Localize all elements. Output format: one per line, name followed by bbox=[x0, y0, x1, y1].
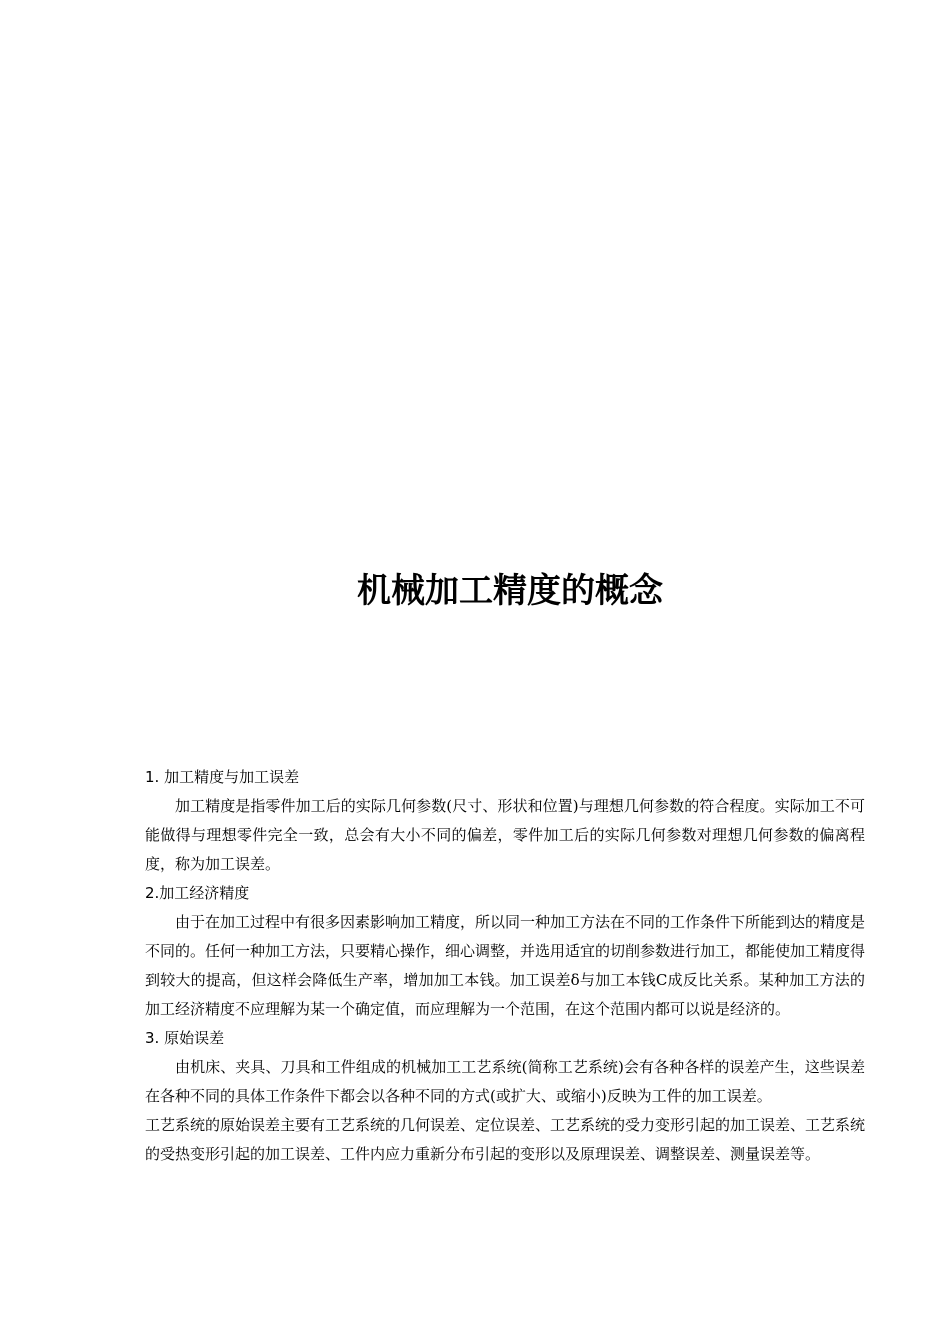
section-1-paragraph-1: 加工精度是指零件加工后的实际几何参数(尺寸、形状和位置)与理想几何参数的符合程度。实际加工不可能做得与理想零件完全一致，总会有大小不同的偏差，零件加工后的实际几何参数对理想几何参数的偏离程度，称为加工误差。 bbox=[145, 797, 865, 873]
section-heading-2: 2.加工经济精度 bbox=[145, 884, 250, 902]
section-3-paragraph-1: 由机床、夹具、刀具和工件组成的机械加工工艺系统(简称工艺系统)会有各种各样的误差产生，这些误差在各种不同的具体工作条件下都会以各种不同的方式(或扩大、或缩小)反映为工件的加工误差。 bbox=[145, 1058, 865, 1105]
section-heading-3: 3. 原始误差 bbox=[145, 1029, 225, 1047]
document-title: 机械加工精度的概念 bbox=[357, 571, 663, 611]
section-heading-1: 1. 加工精度与加工误差 bbox=[145, 768, 300, 786]
section-2-paragraph-1: 由于在加工过程中有很多因素影响加工精度，所以同一种加工方法在不同的工作条件下所能到达的精度是不同的。任何一种加工方法，只要精心操作，细心调整，并选用适宜的切削参数进行加工，都能使加工精度得到较大的提高，但这样会降低生产率，增加加工本钱。加工误差δ与加工本钱C成反比关系。某种加工方法的加工经济精度不应理解为某一个确定值，而应理解为一个范围，在这个范围内都可以说是经济的。 bbox=[145, 913, 866, 1018]
section-3-paragraph-2: 工艺系统的原始误差主要有工艺系统的几何误差、定位误差、工艺系统的受力变形引起的加工误差、工艺系统的受热变形引起的加工误差、工件内应力重新分布引起的变形以及原理误差、调整误差、测量误差等。 bbox=[145, 1116, 866, 1163]
document-body bbox=[145, 763, 865, 1169]
